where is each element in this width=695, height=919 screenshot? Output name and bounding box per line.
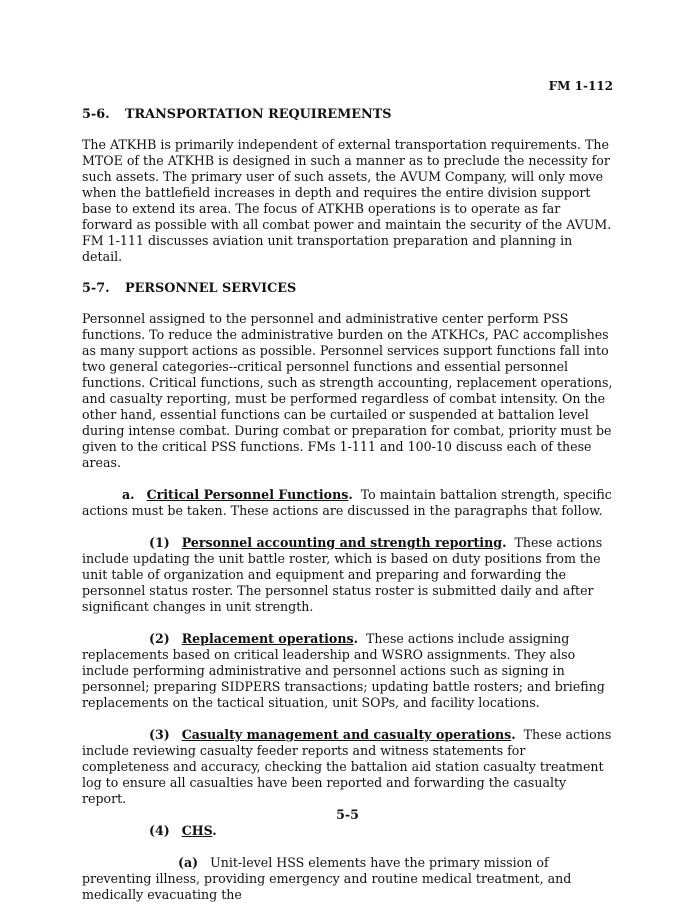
manual-code: FM 1-112 [548, 79, 613, 93]
paragraph-text: To maintain battalion strength, specific actions must be taken. These actions are discussed in the paragraphs that follow. [82, 487, 612, 518]
paragraph-title: Critical Personnel Functions [146, 487, 349, 502]
paragraph-label: a. [122, 487, 135, 502]
item-2: (2) Replacement operations. These actions include assigning replacements based on critical leadership and WSRO assignments. They also include performing administrative and personnel actions such as signing in personnel; preparing SIDPERS transactions; updating battle rosters; and briefing replacements on the tactical situation, unit SOPs, and facility locations. [82, 631, 605, 710]
item-label: (1) [149, 535, 170, 550]
item-3: (3) Casualty management and casualty operations. These actions include reviewing casualty feeder reports and witness statements for completeness and accuracy, checking the battalion aid station casualty treatment log to ensure all casualties have been reported and forwarding the casualty report. [82, 727, 612, 806]
item-4: (4) CHS. [149, 823, 217, 838]
page-number: 5-5 [336, 807, 359, 822]
section-heading-transportation [82, 107, 614, 123]
item-1: (1) Personnel accounting and strength reporting. These actions include updating the unit battle roster, which is based on duty positions from the unit table of organization and equipment and preparing and forwarding the personnel status roster. The personnel status roster is submitted daily and after significant changes in unit strength. [82, 535, 603, 614]
personnel-paragraph: Personnel assigned to the personnel and administrative center perform PSS functions. To reduce the administrative burden on the ATKHCs, PAC accomplishes as many support actions as possible. Personnel services support functions fall into two general categories--critical personnel functions and essential personnel functions. Critical functions, such as strength accounting, replacement operations, and casualty reporting, must be performed regardless of combat intensity. On the other hand, essential functions can be curtailed or suspended at battalion level during intense combat. During combat or preparation for combat, priority must be given to the critical PSS functions. FMs 1-111 and 100-10 discuss each of these areas. [82, 311, 613, 470]
item-title: Casualty management and casualty operations [181, 727, 512, 742]
section-number: 5-7. [82, 281, 110, 296]
item-text: These actions include reviewing casualty feeder reports and witness statements for completeness and accuracy, checking the battalion aid station casualty treatment log to ensure all casualties have been reported and forwarding the casualty report. [82, 727, 612, 806]
item-title: CHS [181, 823, 213, 838]
section-number: 5-6. [82, 107, 110, 122]
subitem-label: (a) [178, 855, 199, 870]
item-title: Replacement operations [181, 631, 354, 646]
item-label: (4) [149, 823, 170, 838]
item-text: These actions include assigning replacements based on critical leadership and WSRO assignments. They also include performing administrative and personnel actions such as signing in personnel; preparing SIDPERS transactions; updating battle rosters; and briefing replacements on the tactical situation, unit SOPs, and facility locations. [82, 631, 605, 710]
item-title: Personnel accounting and strength reporting [181, 535, 503, 550]
transportation-paragraph: The ATKHB is primarily independent of external transportation requirements. The MTOE of the ATKHB is designed in such a manner as to preclude the necessity for such assets. The primary user of such assets, the AVUM Company, will only move when the battlefield increases in depth and requires the entire division support base to extend its area. The focus of ATKHB operations is to operate as far forward as possible with all combat power and maintain the security of the AVUM. FM 1-111 discusses aviation unit transportation preparation and planning in detail. [82, 137, 612, 264]
subitem-a [82, 855, 614, 903]
section-heading-personnel [82, 281, 614, 297]
item-text: These actions include updating the unit battle roster, which is based on duty positions from the unit table of organization and equipment and preparing and forwarding the personnel status roster. The personnel status roster is submitted daily and after significant changes in unit strength. [82, 535, 603, 614]
section-title: TRANSPORTATION REQUIREMENTS [125, 107, 392, 122]
page-content [82, 107, 614, 919]
item-label: (2) [149, 631, 170, 646]
paragraph-a: a. Critical Personnel Functions. To maintain battalion strength, specific actions must be taken. These actions are discussed in the paragraphs that follow. [82, 487, 612, 518]
subitem-text: Unit-level HSS elements have the primary mission of preventing illness, providing emergency and routine medical treatment, and medically evacuating the [82, 855, 572, 902]
item-label: (3) [149, 727, 170, 742]
section-title: PERSONNEL SERVICES [125, 281, 297, 296]
